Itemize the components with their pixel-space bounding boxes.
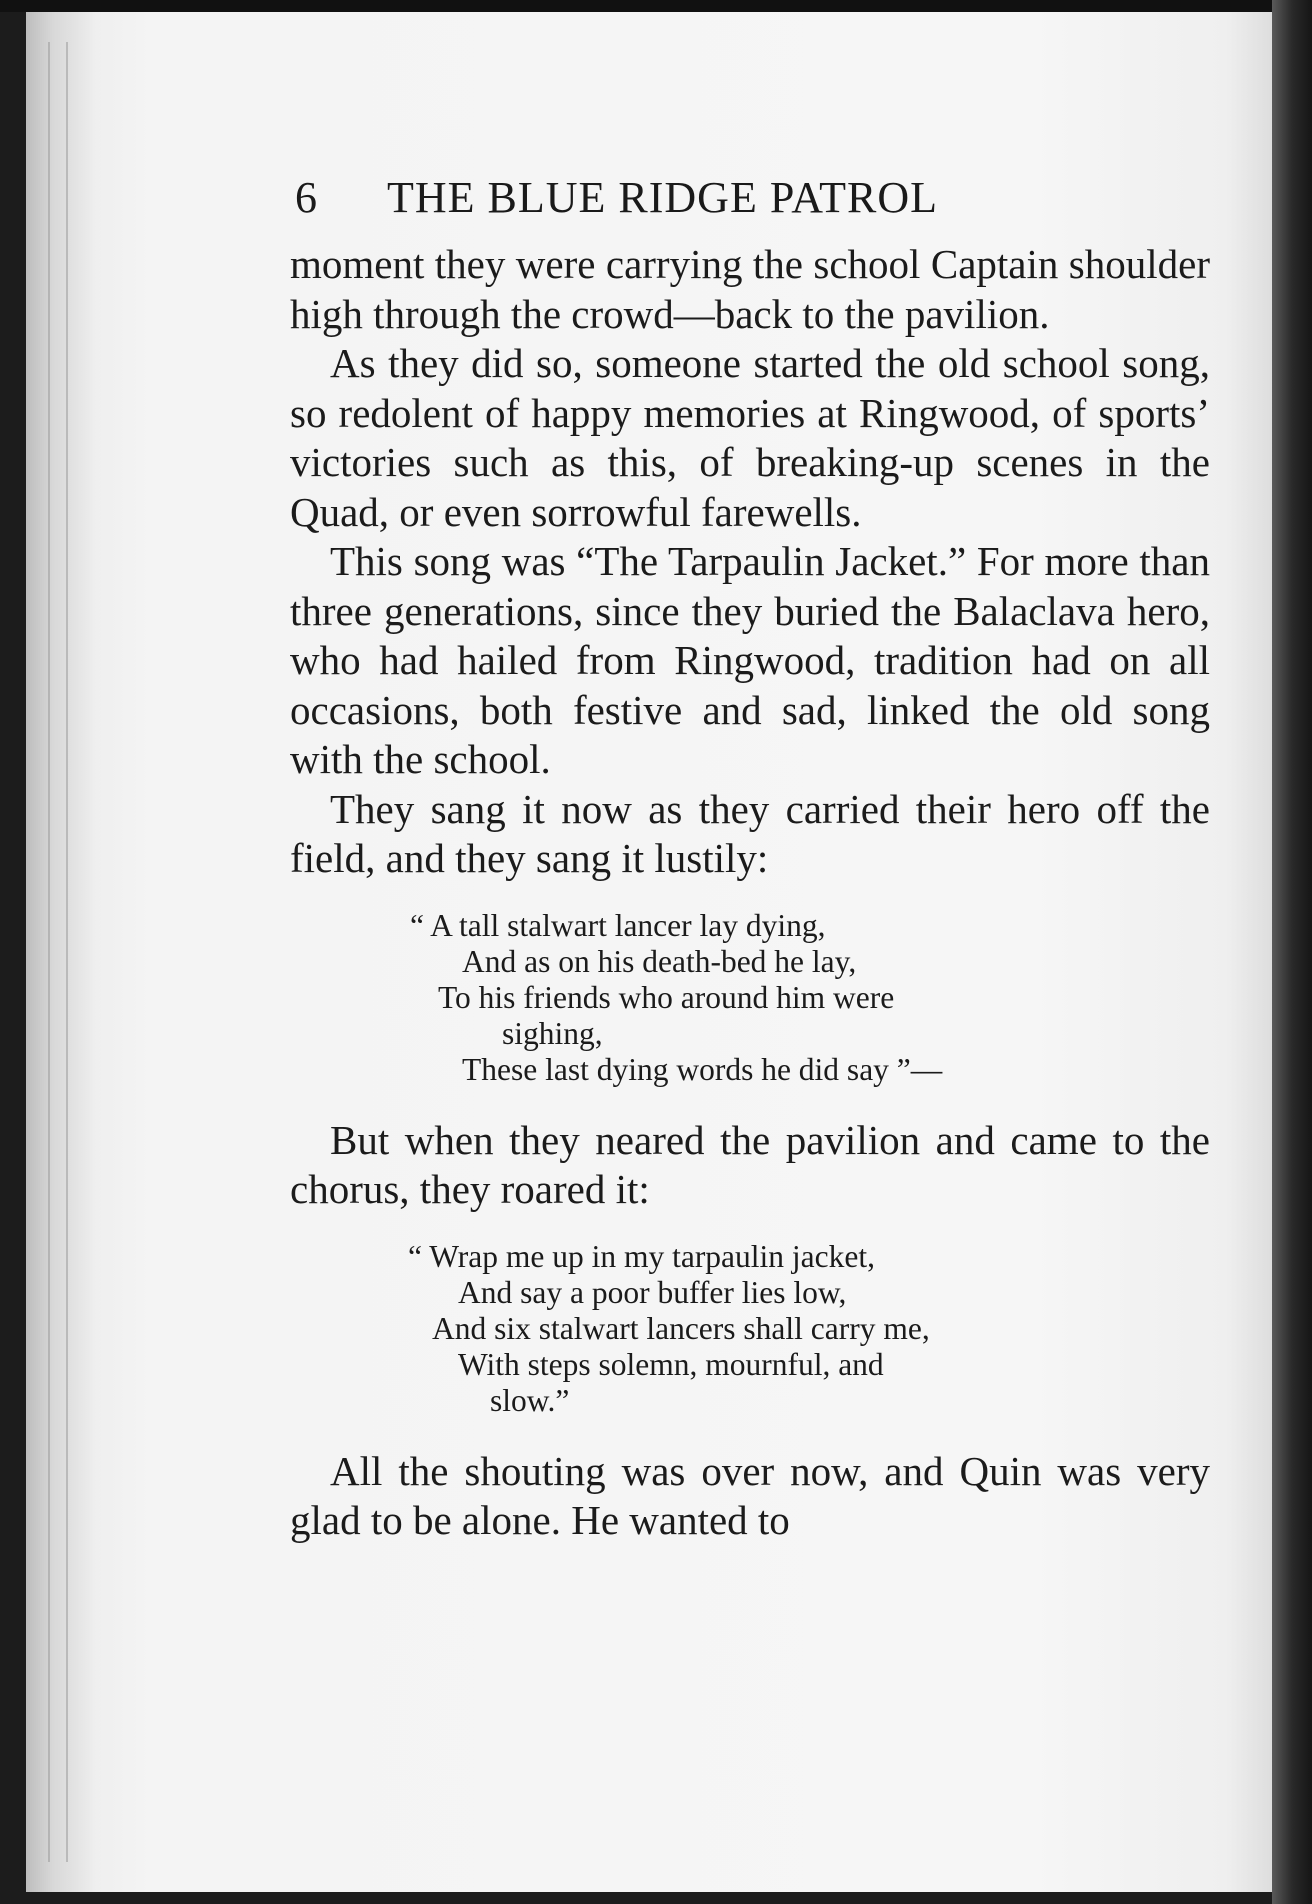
scan-top-edge [0, 0, 1312, 12]
verse-line: sighing, [502, 1015, 603, 1051]
paragraph: They sang it now as they carried their hero off the field, and they sang it lustily: [290, 785, 1210, 881]
verse-line: And say a poor buffer lies low, [458, 1274, 847, 1310]
paragraph: As they did so, someone started the old school song, so redolent of happy memories at Ringwood, of sports’ victories such as this, of breaking-up scenes in the Quad, or even sorrowful farewells. [290, 340, 1210, 535]
book-spine-edge [1272, 0, 1312, 1904]
book-title: THE BLUE RIDGE PATROL [387, 173, 939, 222]
verse-stanza [290, 908, 1210, 1088]
paragraph: But when they neared the pavilion and came to the chorus, they roared it: [290, 1116, 1210, 1212]
verse-line: These last dying words he did say ”— [462, 1051, 943, 1087]
verse-line: “ A tall stalwart lancer lay dying, [410, 907, 826, 943]
running-head [295, 172, 1095, 223]
verse-line: And as on his death-bed he lay, [462, 943, 857, 979]
gutter-edge-line [48, 42, 50, 1862]
paragraph: All the shouting was over now, and Quin was very glad to be alone. He wanted to [290, 1447, 1210, 1543]
body-text [290, 240, 1210, 1546]
gutter-edge-line [66, 42, 68, 1862]
chorus-stanza [290, 1239, 1210, 1419]
page-gutter [26, 12, 96, 1892]
verse-line: And six stalwart lancers shall carry me, [432, 1310, 930, 1346]
verse-line: With steps solemn, mournful, and [458, 1346, 884, 1382]
paragraph: This song was “The Tarpaulin Jacket.” For more than three generations, since they buried the Balaclava hero, who had hailed from Ringwood, tradition had on all occasions, both festive and sad, linked the old song with the school. [290, 538, 1210, 782]
page-number: 6 [295, 173, 318, 222]
paragraph: moment they were carrying the school Captain shoulder high through the crowd—back to the pavilion. [290, 241, 1210, 337]
verse-line: slow.” [490, 1382, 570, 1418]
verse-line: To his friends who around him were [438, 979, 895, 1015]
verse-line: “ Wrap me up in my tarpaulin jacket, [408, 1238, 875, 1274]
